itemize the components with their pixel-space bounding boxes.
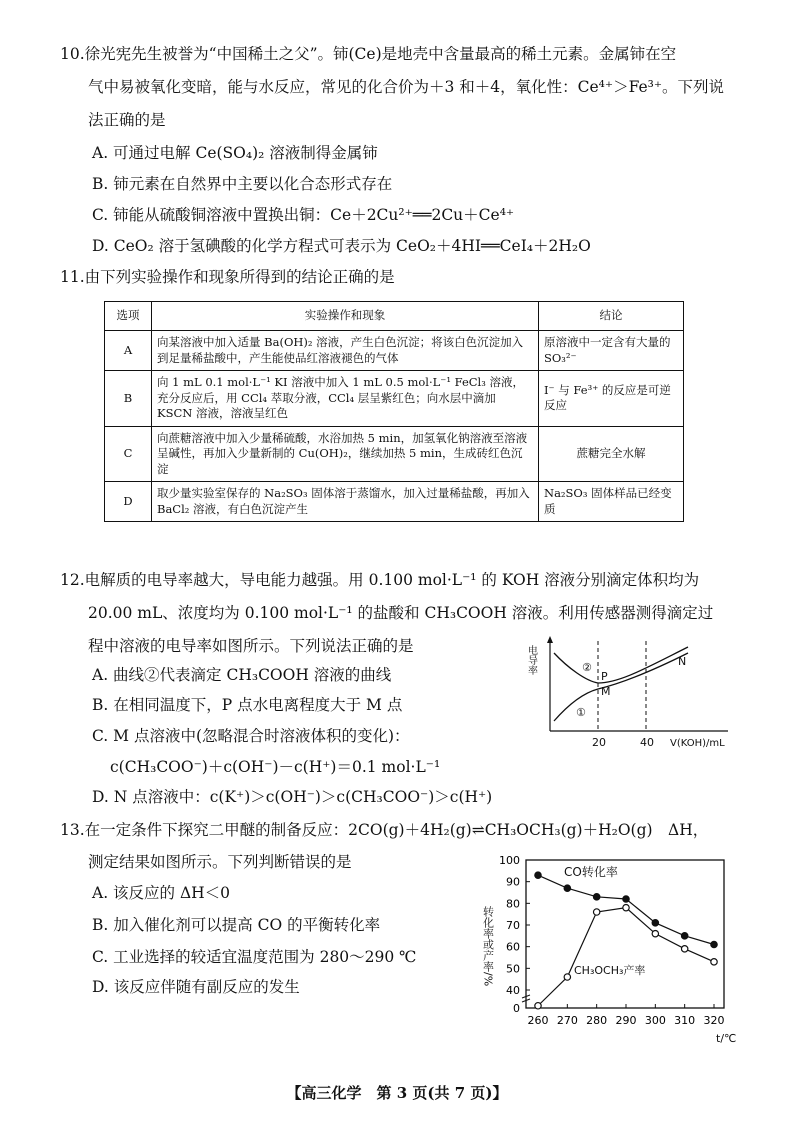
- series-label-dme: CH₃OCH₃产率: [574, 964, 646, 977]
- data-point-dme: [593, 909, 599, 915]
- q11-stem: 11.由下列实验操作和现象所得到的结论正确的是: [60, 268, 395, 286]
- table-row: [105, 331, 684, 371]
- row-conclusion: I⁻ 与 Fe³⁺ 的反应是可逆反应: [539, 371, 684, 427]
- q10-option-c: C. 铈能从硫酸铜溶液中置换出铜：Ce＋2Cu²⁺══2Cu＋Ce⁴⁺: [92, 206, 515, 224]
- row-label: A: [105, 331, 152, 371]
- conductivity-chart: [525, 633, 738, 753]
- x-axis-label: V(KOH)/mL: [670, 738, 725, 749]
- row-conclusion: Na₂SO₃ 固体样品已经变质: [539, 482, 684, 522]
- experiment-table: [104, 301, 684, 522]
- table-header-row: [105, 302, 684, 331]
- row-conclusion: 原溶液中一定含有大量的 SO₃²⁻: [539, 331, 684, 371]
- x-tick-label: 270: [556, 1014, 578, 1027]
- q12-option-d: D. N 点溶液中：c(K⁺)＞c(OH⁻)＞c(CH₃COO⁻)＞c(H⁺): [92, 788, 493, 806]
- q10-stem-line3: 法正确的是: [88, 111, 166, 129]
- x-axis-label: t/℃: [716, 1032, 737, 1045]
- q12-stem-line3: 程中溶液的电导率如图所示。下列说法正确的是: [88, 637, 414, 655]
- series-line-dme: [538, 908, 714, 1006]
- q13-option-b: B. 加入催化剂可以提高 CO 的平衡转化率: [92, 916, 381, 934]
- curve-1: [554, 653, 688, 721]
- data-point-co: [652, 920, 658, 926]
- q12-option-a: A. 曲线②代表滴定 CH₃COOH 溶液的曲线: [92, 666, 392, 684]
- co-conversion-chart: [478, 848, 748, 1046]
- row-conclusion: 蔗糖完全水解: [539, 426, 684, 482]
- series-label-co: CO转化率: [564, 865, 618, 879]
- row-operation: 取少量实验室保存的 Na₂SO₃ 固体溶于蒸馏水，加入过量稀盐酸，再加入 BaCl₂ 溶液，有白色沉淀产生: [152, 482, 539, 522]
- page-footer: 【高三化学 第 3 页(共 7 页)】: [286, 1084, 508, 1102]
- row-operation: 向某溶液中加入适量 Ba(OH)₂ 溶液，产生白色沉淀；将该白色沉淀加入到足量稀盐酸中，产生能使品红溶液褪色的气体: [152, 331, 539, 371]
- q13-option-c: C. 工业选择的较适宜温度范围为 280～290 ℃: [92, 948, 417, 966]
- plot-frame: [526, 860, 724, 1008]
- y-tick-label: 50: [506, 962, 520, 976]
- curve-2-label: ②: [582, 661, 592, 674]
- table-row: [105, 482, 684, 522]
- point-n-label: N: [678, 655, 687, 668]
- y-axis-label: 转化率或产率/%: [481, 906, 495, 987]
- row-label: D: [105, 482, 152, 522]
- q12-option-c: C. M 点溶液中(忽略混合时溶液体积的变化)：: [92, 727, 410, 745]
- data-point-dme: [564, 974, 570, 980]
- q12-option-c-formula: c(CH₃COO⁻)＋c(OH⁻)－c(H⁺)＝0.1 mol·L⁻¹: [110, 758, 441, 776]
- x-tick-label: 310: [674, 1014, 696, 1027]
- header-option: 选项: [105, 302, 152, 331]
- x-tick-label: 300: [644, 1014, 666, 1027]
- row-operation: 向 1 mL 0.1 mol·L⁻¹ KI 溶液中加入 1 mL 0.5 mol·L⁻¹ FeCl₃ 溶液，充分反应后，用 CCl₄ 萃取分液，CCl₄ 层呈紫红色；向水层中滴加 KSCN 溶液，溶液呈红色: [152, 371, 539, 427]
- q13-option-d: D. 该反应伴随有副反应的发生: [92, 978, 300, 996]
- y-tick-label: 0: [513, 1002, 520, 1015]
- q10-option-b: B. 铈元素在自然界中主要以化合态形式存在: [92, 175, 393, 193]
- q10-stem-line1: 10.徐光宪先生被誉为“中国稀土之父”。铈(Ce)是地壳中含量最高的稀土元素。金属铈在空: [60, 45, 677, 63]
- data-point-co: [535, 872, 541, 878]
- table-row: [105, 426, 684, 482]
- y-axis-label: 电导率: [525, 645, 537, 675]
- y-tick-label: 70: [506, 919, 520, 932]
- y-tick-label: 90: [506, 875, 520, 889]
- curve-1-label: ①: [576, 706, 586, 719]
- data-point-dme: [623, 904, 629, 910]
- data-point-co: [681, 933, 687, 939]
- x-tick-label: 320: [703, 1014, 725, 1027]
- point-m-label: M: [601, 685, 611, 698]
- x-tick-40: 40: [640, 736, 654, 749]
- x-tick-20: 20: [592, 736, 606, 749]
- data-point-dme: [652, 930, 658, 936]
- x-tick-label: 290: [615, 1014, 637, 1027]
- data-point-dme: [711, 959, 717, 965]
- q12-stem-line2: 20.00 mL、浓度均为 0.100 mol·L⁻¹ 的盐酸和 CH₃COOH 溶液。利用传感器测得滴定过: [88, 604, 714, 622]
- row-label: C: [105, 426, 152, 482]
- data-point-co: [711, 941, 717, 947]
- y-tick-label: 80: [506, 897, 520, 911]
- table-row: [105, 371, 684, 427]
- curve-2: [554, 647, 688, 683]
- x-tick-label: 280: [586, 1014, 608, 1027]
- q10-stem-line2: 气中易被氧化变暗，能与水反应，常见的化合价为＋3 和＋4，氧化性：Ce⁴⁺＞Fe³⁺。下列说: [88, 78, 725, 96]
- y-tick-label: 40: [506, 984, 520, 997]
- y-axis-arrow: [547, 636, 553, 643]
- data-point-co: [623, 896, 629, 902]
- data-point-dme: [681, 946, 687, 952]
- q13-option-a: A. 该反应的 ΔH＜0: [92, 884, 231, 902]
- q10-option-a: A. 可通过电解 Ce(SO₄)₂ 溶液制得金属铈: [92, 144, 378, 162]
- point-p-label: P: [601, 670, 608, 683]
- header-conclusion: 结论: [539, 302, 684, 331]
- q12-option-b: B. 在相同温度下，P 点水电离程度大于 M 点: [92, 696, 403, 714]
- x-tick-label: 260: [527, 1014, 549, 1027]
- data-point-dme: [535, 1003, 541, 1009]
- row-label: B: [105, 371, 152, 427]
- q10-option-d: D. CeO₂ 溶于氢碘酸的化学方程式可表示为 CeO₂＋4HI══CeI₄＋2H₂O: [92, 237, 591, 255]
- q13-stem-line1: 13.在一定条件下探究二甲醚的制备反应：2CO(g)＋4H₂(g)⇌CH₃OCH₃(g)＋H₂O(g) ΔH，: [60, 821, 709, 839]
- header-operation: 实验操作和现象: [152, 302, 539, 331]
- data-point-co: [593, 894, 599, 900]
- y-tick-label: 60: [506, 940, 520, 954]
- data-point-co: [564, 885, 570, 891]
- y-tick-label: 100: [499, 854, 520, 867]
- q12-stem-line1: 12.电解质的电导率越大，导电能力越强。用 0.100 mol·L⁻¹ 的 KOH 溶液分别滴定体积均为: [60, 571, 700, 589]
- q13-stem-line2: 测定结果如图所示。下列判断错误的是: [88, 853, 352, 871]
- row-operation: 向蔗糖溶液中加入少量稀硫酸，水浴加热 5 min，加氢氧化钠溶液至溶液呈碱性，再加入少量新制的 Cu(OH)₂，继续加热 5 min，生成砖红色沉淀: [152, 426, 539, 482]
